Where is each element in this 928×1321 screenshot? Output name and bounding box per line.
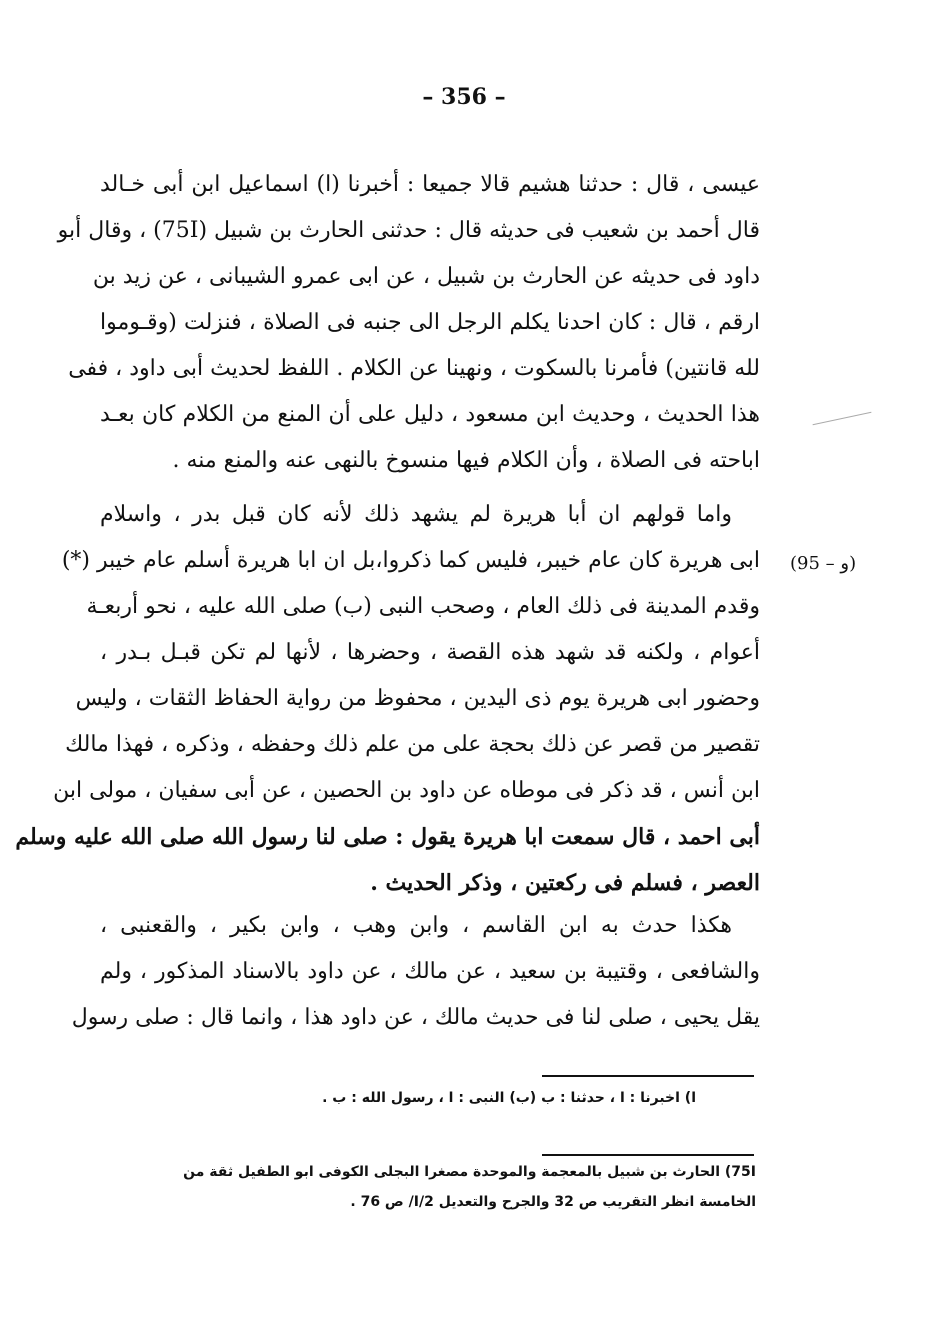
text-line: وقدم المدينة فى ذلك العام ، وصحب النبى (ب) صلى الله عليه ، نحو أربعـة <box>86 594 760 619</box>
text-line: وحضور ابى هريرة يوم ذى اليدين ، محفوظ من رواية الحفاظ الثقات ، وليس <box>75 686 760 711</box>
footnote-biography: 75I) الحارث بن شبيل بالمعجمة والموحدة مصغرا البجلى الكوفى ابو الطفيل ثقة من <box>183 1164 756 1180</box>
text-line: قال أحمد بن شعيب فى حديثه قال : حدثنى الحارث بن شبيل (75I) ، وقال أبو <box>57 218 760 243</box>
paragraph-2 <box>15 492 760 906</box>
text-line: اباحته فى الصلاة ، وأن الكلام فيها منسوخ بالنهى عنه والمنع منه . <box>172 448 760 473</box>
text-line: ابن أنس ، قد ذكر فى موطاه عن داود بن الحصين ، عن أبى سفيان ، مولى ابن <box>53 778 760 803</box>
text-line: العصر ، فسلم فى ركعتين ، وذكر الحديث . <box>370 870 760 896</box>
margin-reference: (95 – و) <box>790 553 857 574</box>
text-line: هذا الحديث ، وحديث ابن مسعود ، دليل على أن المنع من الكلام كان بعـد <box>100 402 760 427</box>
footnote-biography: الخامسة انظر التقريب ص 32 والجرح والتعديل 2/I/ ص 76 . <box>350 1194 756 1210</box>
paragraph-3 <box>71 903 760 1041</box>
text-line: تقصير من قصر عن ذلك بحجة على من علم ذلك وحفظه ، وذكره ، فهذا مالك <box>65 732 760 757</box>
text-line: ابى هريرة كان عام خيبر، فليس كما ذكروا،بل ان ابا هريرة أسلم عام خيبر (*) <box>61 548 760 573</box>
footnote-variants: ا) اخبرنا : ا ، حدثنا : ب (ب) النبى : ا ، رسول الله : ب . <box>322 1090 696 1106</box>
text-line: هكذا حدث به ابن القاسم ، وابن وهب ، وابن بكير ، والقعنبى ، <box>100 913 732 938</box>
text-line: أبى احمد ، قال سمعت ابا هريرة يقول : صلى لنا رسول الله صلى الله عليه وسلم <box>15 824 760 850</box>
text-line: داود فى حديثه عن الحارث بن شبيل ، عن ابى عمرو الشيبانى ، عن زيد بن <box>92 264 760 289</box>
text-line: عيسى ، قال : حدثنا هشيم قالا جميعا : أخبرنا (ا) اسماعيل ابن أبى خـالد <box>100 172 760 197</box>
footnote-divider <box>542 1075 754 1077</box>
text-line: والشافعى ، وقتيبة بن سعيد ، عن مالك ، عن داود بالاسناد المذكور ، ولم <box>100 959 760 984</box>
footnote-divider <box>542 1154 754 1156</box>
scan-mark <box>813 412 872 425</box>
page-number: – 356 – <box>422 84 506 110</box>
text-line: لله قانتين) فأمرنا بالسكوت ، ونهينا عن الكلام . اللفظ لحديث أبى داود ، ففى <box>68 356 760 381</box>
text-line: أعوام ، ولكنه قد شهد هذه القصة ، وحضرها ، لأنها لم تكن قبـل بـدر ، <box>100 640 760 665</box>
text-line: يقل يحيى ، صلى لنا فى حديث مالك ، عن داود هذا ، وانما قال : صلى رسول <box>71 1005 760 1030</box>
text-line: ارقم ، قال : كان احدنا يكلم الرجل الى جنبه فى الصلاة ، فنزلت (وقـوموا <box>100 310 760 335</box>
text-line: واما قولهم ان أبا هريرة لم يشهد ذلك لأنه كان قبل بدر ، واسلام <box>100 502 732 527</box>
paragraph-1 <box>57 162 760 484</box>
